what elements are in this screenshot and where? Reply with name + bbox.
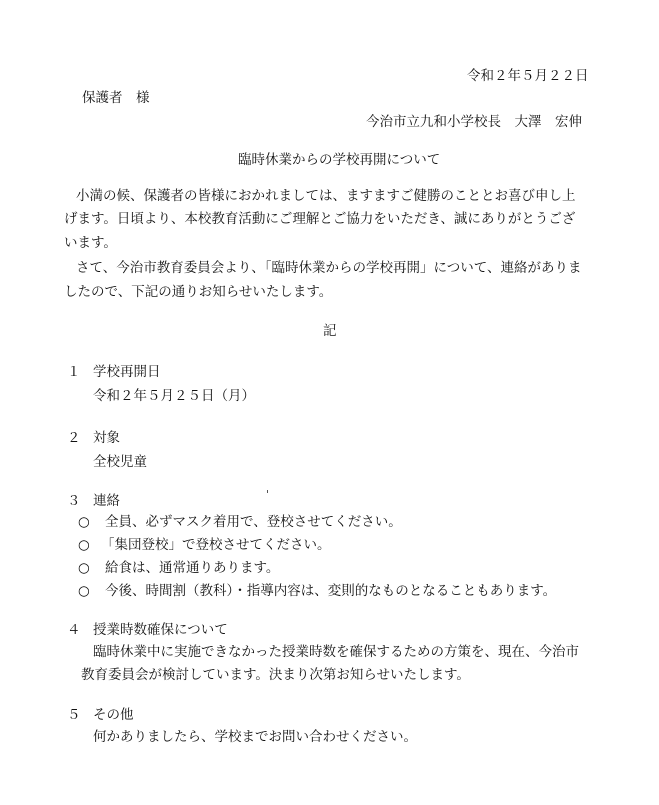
intro-line: げます。日頃より、本校教育活動にご理解とご協力をいただき、誠にありがとうござ <box>64 211 576 227</box>
ki-heading: 記 <box>323 323 337 339</box>
section-heading: 連絡 <box>93 493 120 509</box>
bullet-circle-icon: ○ <box>78 514 90 530</box>
bullet-circle-icon: ○ <box>78 560 90 576</box>
intro-line: います。 <box>64 235 117 251</box>
sender-name: 今治市立九和小学校長 大澤 宏伸 <box>366 114 582 130</box>
section-heading: その他 <box>93 707 134 723</box>
section-number: ５ <box>67 707 81 723</box>
section-heading: 学校再開日 <box>93 364 161 380</box>
recipient: 保護者 様 <box>82 90 150 106</box>
intro-line: したので、下記の通りお知らせいたします。 <box>64 284 333 300</box>
intro-line: 小満の候、保護者の皆様におかれましては、ますますご健勝のこととお喜び申し上 <box>76 188 576 204</box>
section-heading: 対象 <box>93 430 120 446</box>
scan-speck <box>267 490 268 493</box>
section-number: ４ <box>67 622 81 638</box>
section-heading: 授業時数確保について <box>93 622 228 638</box>
section-number: ３ <box>67 493 81 509</box>
bullet-item: 今後、時間割（教科）・指導内容は、変則的なものとなることもあります。 <box>105 583 557 599</box>
section-body: 令和２年５月２５日（月） <box>93 388 255 404</box>
section-body: 全校児童 <box>93 454 147 470</box>
bullet-item: 給食は、通常通りあります。 <box>105 560 280 576</box>
document-date: 令和２年５月２２日 <box>467 68 589 84</box>
section-number: ２ <box>67 430 81 446</box>
section-body: 臨時休業中に実施できなかった授業時数を確保するための方策を、現在、今治市 <box>93 644 579 660</box>
intro-line: さて、今治市教育委員会より、「臨時休業からの学校再開」について、連絡がありま <box>76 260 582 276</box>
bullet-item: 全員、必ずマスク着用で、登校させてください。 <box>105 514 402 530</box>
bullet-circle-icon: ○ <box>78 583 90 599</box>
bullet-item: 「集団登校」で登校させてください。 <box>101 537 331 553</box>
section-body: 教育委員会が検討しています。決まり次第お知らせいたします。 <box>81 667 470 683</box>
section-number: １ <box>67 364 81 380</box>
section-body: 何かありましたら、学校までお問い合わせください。 <box>93 729 417 745</box>
document-title: 臨時休業からの学校再開について <box>238 152 441 168</box>
bullet-circle-icon: ○ <box>78 537 90 553</box>
